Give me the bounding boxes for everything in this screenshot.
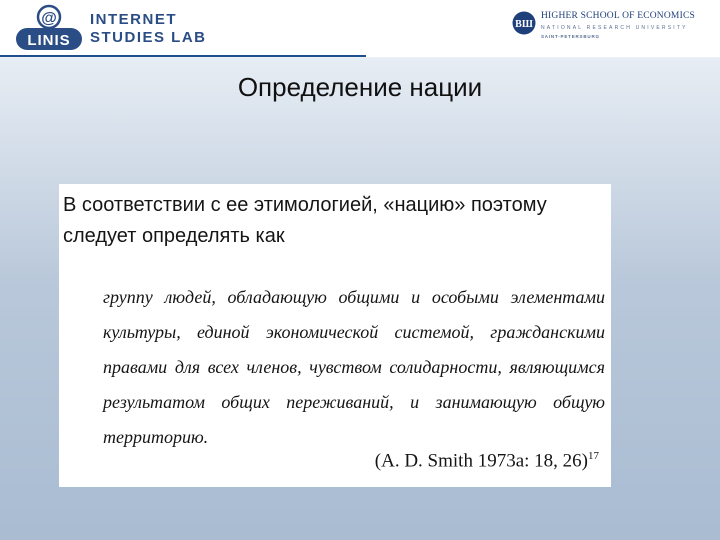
hse-logo — [512, 8, 712, 44]
linis-wordmark — [90, 11, 207, 47]
linis-line2: STUDIES LAB — [90, 29, 207, 46]
quote-citation — [375, 450, 599, 472]
quote-image — [59, 184, 611, 487]
citation-text: (A. D. Smith 1973a: 18, 26) — [374, 450, 588, 472]
linis-logo — [14, 4, 207, 54]
linis-badge-text: LINIS — [27, 32, 71, 49]
header-divider — [0, 55, 366, 57]
hse-emblem-letters: ВШ — [515, 19, 533, 30]
hse-name: HIGHER SCHOOL OF ECONOMICS — [541, 11, 695, 21]
linis-badge-icon — [14, 4, 84, 54]
hse-emblem-icon — [512, 10, 536, 36]
linis-at-symbol: @ — [41, 10, 57, 27]
quote-definition: группу людей, обладающую общими и особыми элементами культуры, единой экономической системой, гражданскими правами для всех членов, чувством солидарности, являющимся результатом общих переживаний, и занимающую общую территорию. — [103, 287, 605, 447]
citation-footnote: 17 — [588, 450, 599, 462]
hse-city: SAINT-PETERSBURG — [541, 34, 600, 39]
hse-subtitle: NATIONAL RESEARCH UNIVERSITY — [541, 25, 688, 31]
slide-header — [0, 0, 720, 57]
linis-line1: INTERNET — [90, 11, 177, 28]
quote-intro: В соответствии с ее этимологией, «нацию» поэтому следует определять как — [63, 194, 547, 247]
slide-title: Определение нации — [237, 72, 483, 102]
